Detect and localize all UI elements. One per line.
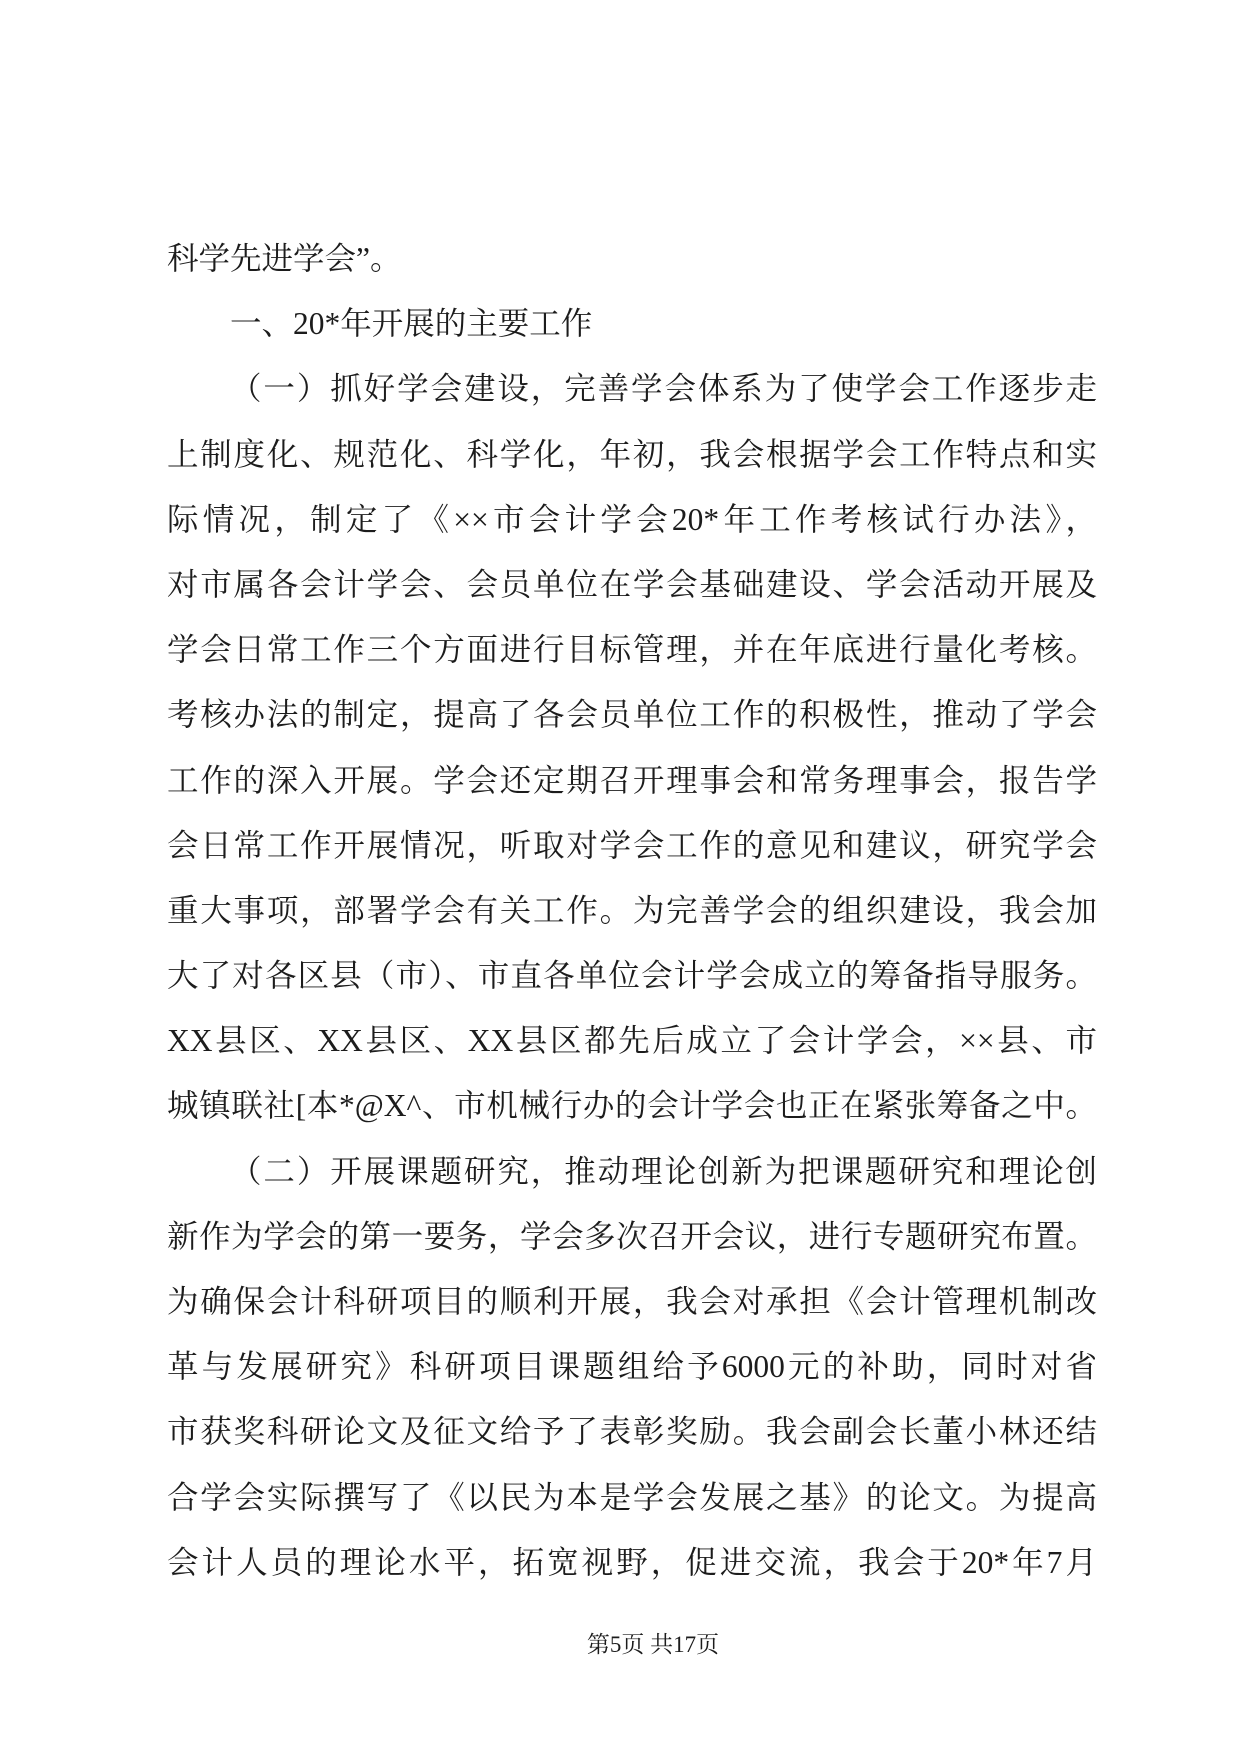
- continuation-line: 科学先进学会”。: [167, 241, 402, 276]
- document-body: [167, 226, 1097, 1595]
- paragraph-line: 新作为学会的第一要务，学会多次召开会议，进行专题研究布置。: [167, 1218, 1097, 1254]
- paragraph-line: （一）抓好学会建设，完善学会体系为了使学会工作逐步走: [230, 371, 1097, 407]
- paragraph-line: 城镇联社[本*@X^、市机械行办的会计学会也正在紧张筹备之中。: [167, 1088, 1097, 1124]
- paragraph-line: （二）开展课题研究，推动理论创新为把课题研究和理论创: [230, 1153, 1097, 1189]
- paragraph-1: [167, 356, 1097, 1138]
- paragraph-line: 际情况，制定了《××市会计学会20*年工作考核试行办法》，: [167, 501, 1097, 537]
- page-number-footer: 第5页 共17页: [586, 1632, 720, 1657]
- paragraph-line: 为确保会计科研项目的顺利开展，我会对承担《会计管理机制改: [167, 1284, 1097, 1319]
- paragraph-line: 大了对各区县（市）、市直各单位会计学会成立的筹备指导服务。: [167, 958, 1097, 994]
- paragraph-line: 市获奖科研论文及征文给予了表彰奖励。我会副会长董小林还结: [167, 1414, 1097, 1450]
- paragraph-line: 重大事项，部署学会有关工作。为完善学会的组织建设，我会加: [167, 892, 1097, 928]
- section-heading: 一、20*年开展的主要工作: [230, 306, 593, 342]
- paragraph-line: 考核办法的制定，提高了各会员单位工作的积极性，推动了学会: [167, 697, 1097, 733]
- paragraph-line: 合学会实际撰写了《以民为本是学会发展之基》的论文。为提高: [167, 1479, 1097, 1515]
- paragraph-line: 会计人员的理论水平，拓宽视野，促进交流，我会于20*年7月: [167, 1544, 1097, 1580]
- paragraph-2: [167, 1139, 1097, 1595]
- paragraph-line: 学会日常工作三个方面进行目标管理，并在年底进行量化考核。: [167, 632, 1097, 668]
- paragraph-line: 会日常工作开展情况，听取对学会工作的意见和建议，研究学会: [167, 827, 1097, 863]
- paragraph-line: 工作的深入开展。学会还定期召开理事会和常务理事会，报告学: [167, 762, 1097, 798]
- paragraph-line: 革与发展研究》科研项目课题组给予6000元的补助，同时对省: [167, 1349, 1097, 1385]
- paragraph-line: 对市属各会计学会、会员单位在学会基础建设、学会活动开展及: [167, 566, 1097, 602]
- paragraph-line: XX县区、XX县区、XX县区都先后成立了会计学会，××县、市: [167, 1023, 1097, 1059]
- paragraph-line: 上制度化、规范化、科学化，年初，我会根据学会工作特点和实: [167, 436, 1097, 472]
